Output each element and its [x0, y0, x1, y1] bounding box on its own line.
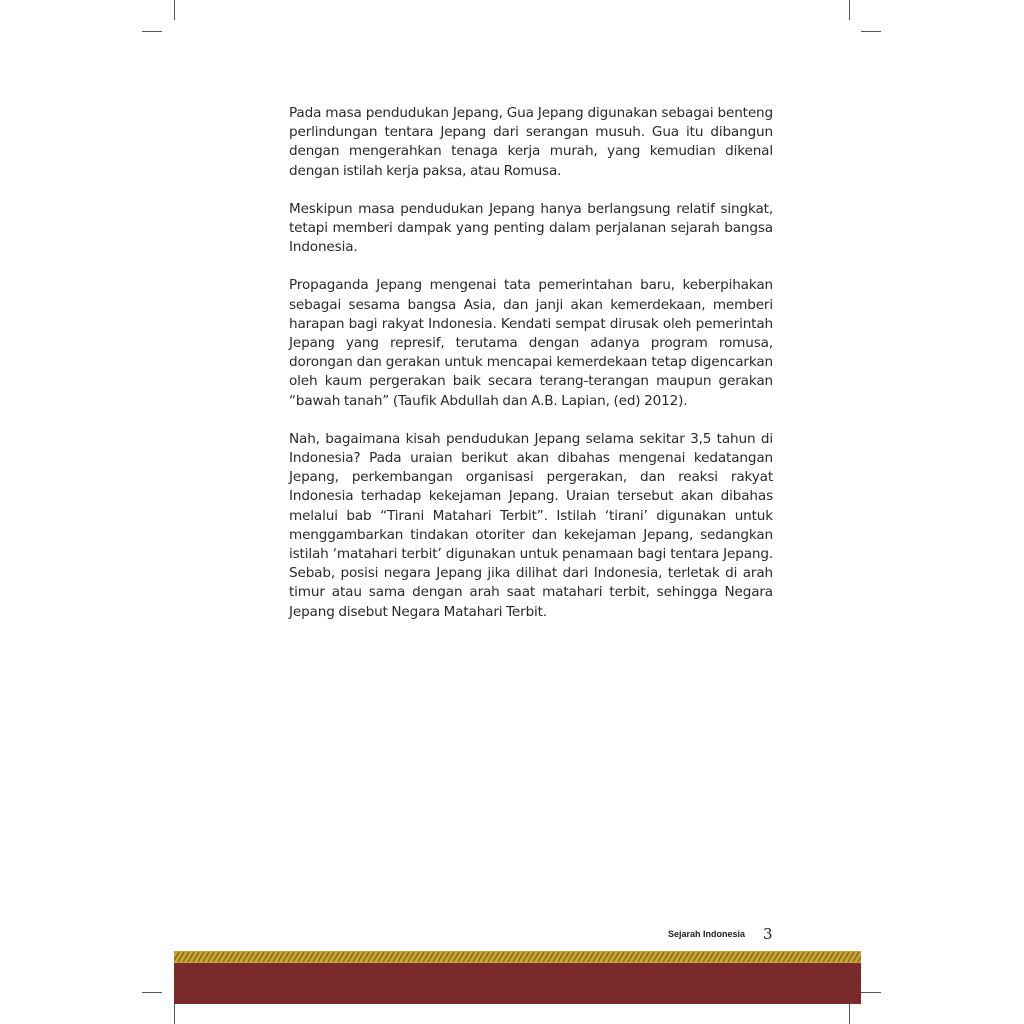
paragraph: Pada masa pendudukan Jepang, Gua Jepang digunakan sebagai benteng perlindungan tentara Jepang dari serangan musuh. Gua itu dibangun dengan mengerahkan tenaga kerja murah, yang kemudian dikenal dengan istilah kerja paksa, atau Romusa. — [289, 105, 773, 179]
crop-mark-left-lower — [142, 992, 162, 993]
paragraph: Propaganda Jepang mengenai tata pemerintahan baru, keberpihakan sebagai sesama bangsa Asia, dan janji akan kemerdekaan, memberi harapan bagi rakyat Indonesia. Kendati sempat dirusak oleh pemerintah Jepang yang represif, terutama dengan adanya program romusa, dorongan dan gerakan untuk mencapai kemerdekaan tetap digencarkan oleh kaum pergerakan baik secara terang-terangan maupun gerakan “bawah tanah” (Taufik Abdullah dan A.B. Lapian, (ed) 2012). — [289, 277, 773, 409]
crop-mark-bottom-right — [849, 1004, 850, 1024]
crop-mark-top-left — [174, 0, 175, 20]
crop-mark-left-upper — [142, 31, 162, 32]
crop-mark-bottom-left — [174, 1004, 175, 1024]
body-text — [289, 104, 773, 641]
crop-mark-right-upper — [861, 31, 881, 32]
paragraph: Nah, bagaimana kisah pendudukan Jepang selama sekitar 3,5 tahun di Indonesia? Pada uraian berikut akan dibahas mengenai kedatangan Jepang, perkembangan organisasi pergerakan, dan reaksi rakyat Indonesia terhadap kekejaman Jepang. Uraian tersebut akan dibahas melalui bab “Tirani Matahari Terbit”. Istilah ‘tirani’ digunakan untuk menggambarkan tindakan otoriter dan kekejaman Jepang, sedangkan istilah ‘matahari terbit’ digunakan untuk penamaan bagi tentara Jepang. Sebab, posisi negara Jepang jika dilihat dari Indonesia, terletak di arah timur atau sama dengan arah saat matahari terbit, sehingga Negara Jepang disebut Negara Matahari Terbit. — [289, 430, 773, 620]
crop-mark-right-lower — [861, 992, 881, 993]
page-number: 3 — [763, 925, 773, 943]
footer-band-graphic — [174, 951, 861, 1004]
paragraph: Meskipun masa pendudukan Jepang hanya berlangsung relatif singkat, tetapi memberi dampak yang penting dalam perjalanan sejarah bangsa Indonesia. — [289, 200, 773, 256]
running-footer-title: Sejarah Indonesia — [667, 929, 745, 939]
decorative-footer-band — [174, 951, 861, 1004]
crop-mark-top-right — [849, 0, 850, 20]
